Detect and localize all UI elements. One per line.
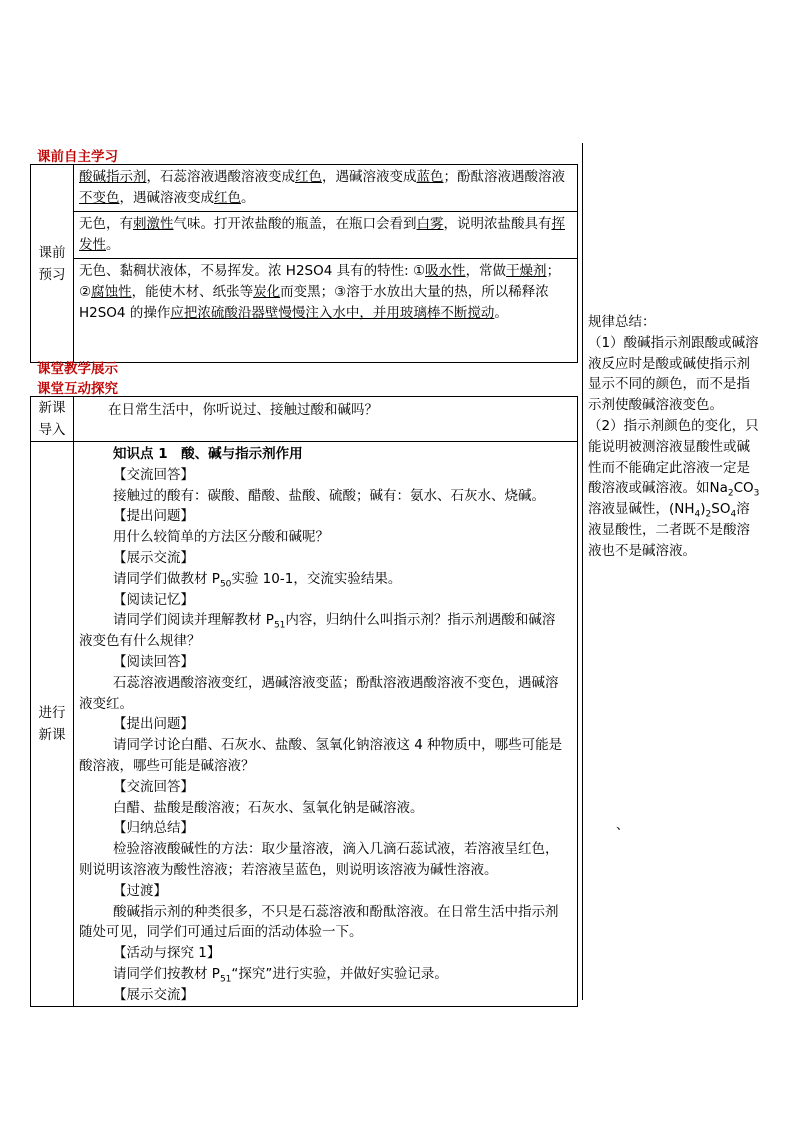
- subscript: 2: [705, 509, 712, 520]
- tag: 【展示交流】: [113, 986, 194, 1003]
- text: 溶液显碱性，(NH: [588, 501, 695, 518]
- answer-indicator: 酸碱指示剂: [79, 169, 147, 185]
- answer-absorbent: 吸水性: [425, 263, 466, 279]
- paragraph: 石蕊溶液遇酸溶液变红，遇碱溶液变蓝；酚酞溶液遇酸溶液不变色，遇碱溶: [113, 674, 559, 691]
- text: 无色、黏稠状液体，不易挥发。浓 H2SO4 具有的特性: ①: [79, 263, 426, 279]
- paragraph: 液变红。: [79, 695, 133, 712]
- paragraph: [79, 964, 572, 985]
- paragraph: 请同学讨论白醋、石灰水、盐酸、氢氧化钠溶液这 4 种物质中，哪些可能是: [113, 737, 563, 754]
- stray-mark: 、: [616, 818, 630, 833]
- pre-study-label: 课前预习: [38, 244, 66, 283]
- tag: 【活动与探究 1】: [113, 945, 221, 962]
- text: 气味。打开浓盐酸的瓶盖，在瓶口会看到: [173, 216, 417, 232]
- tag: 【阅读记忆】: [113, 591, 194, 608]
- margin-divider: [582, 143, 583, 1000]
- text: 而变黑；③溶于水放出大量的热，所以稀释浓: [280, 284, 549, 300]
- text: ，石蕊溶液遇酸溶液变成: [146, 169, 295, 185]
- class-heading-1: 课堂教学展示: [37, 361, 118, 377]
- subscript: 4: [694, 509, 701, 520]
- main-label: 进行新课: [38, 704, 66, 743]
- pre-study-row-1: [74, 165, 578, 212]
- pre-study-table: [30, 164, 578, 363]
- text: 内容，归纳什么叫指示剂？指示剂遇酸和碱溶: [285, 612, 556, 629]
- text: H2SO4 的操作: [79, 305, 171, 321]
- text: 溶液显酸性，二者既不是酸溶液也不是碱溶液。: [588, 501, 750, 559]
- subscript: 4: [730, 509, 737, 520]
- rule-summary-point-1: （1）酸碱指示剂跟酸或碱溶液反应时是酸或碱使指示剂显示不同的颜色，而不是指示剂使酸碱溶液变色。: [588, 334, 759, 414]
- subscript: 3: [753, 489, 760, 500]
- paragraph: 接触过的酸有：碳酸、醋酸、盐酸、硫酸；碱有：氨水、石灰水、烧碱。: [113, 487, 545, 504]
- tag: 【提出问题】: [113, 508, 194, 525]
- text: 。: [106, 237, 120, 253]
- intro-text: 在日常生活中，你听说过、接触过酸和碱吗？: [108, 402, 378, 418]
- intro-label-cell: [31, 397, 74, 442]
- subscript: 51: [219, 974, 232, 985]
- text: ，遇碱溶液变成: [322, 169, 417, 185]
- pre-study-label-cell: [31, 165, 74, 363]
- subscript: 2: [727, 489, 734, 500]
- text: SO: [711, 501, 731, 518]
- text: ，常做: [465, 263, 507, 279]
- intro-cell: [74, 397, 578, 442]
- paragraph: 用什么较简单的方法区分酸和碱呢？: [113, 529, 329, 546]
- paragraph: 液变色有什么规律？: [79, 633, 201, 650]
- main-label-cell: [31, 442, 74, 1007]
- text: 实验 10-1，交流实验结果。: [231, 570, 402, 587]
- paragraph: 酸碱指示剂的种类很多，不只是石蕊溶液和酚酞溶液。在日常生活中指示剂: [113, 903, 559, 920]
- text: 。: [241, 190, 255, 206]
- tag: 【交流回答】: [113, 778, 194, 795]
- answer-red: 红色: [295, 169, 322, 185]
- class-heading-2: 课堂互动探究: [37, 381, 118, 397]
- text: 请同学们阅读并理解教材 P: [113, 612, 274, 629]
- rule-summary-point-2: [588, 416, 760, 562]
- text: ；②: [79, 263, 561, 300]
- answer-volatile: 挥发性: [79, 216, 565, 253]
- answer-carbonize: 炭化: [253, 284, 281, 300]
- paragraph: 则说明该溶液为酸性溶液；若溶液呈蓝色，则说明该溶液为碱性溶液。: [79, 861, 498, 878]
- tag: 【归纳总结】: [113, 820, 194, 837]
- tag: 【交流回答】: [113, 466, 194, 483]
- rule-summary-title: 规律总结：: [588, 314, 656, 330]
- text: ，说明浓盐酸具有: [443, 216, 552, 232]
- subscript: 51: [273, 621, 286, 632]
- tag: 【提出问题】: [113, 716, 194, 733]
- paragraph: [79, 610, 572, 631]
- text: 液: [551, 169, 565, 185]
- paragraph: 白醋、盐酸是酸溶液；石灰水、氢氧化钠是碱溶液。: [113, 799, 424, 816]
- paragraph: [79, 569, 572, 590]
- paragraph: 酸溶液，哪些可能是碱溶液？: [79, 757, 255, 774]
- pre-study-heading: 课前自主学习: [37, 149, 118, 165]
- text: ，能使木材、纸张等: [131, 284, 254, 300]
- pre-study-row-3: [74, 259, 578, 363]
- text: （2）指示剂颜色的变化，只能说明被测溶液显酸性或碱性而不能确定此溶液一定是酸溶液或碱溶液。如Na: [588, 417, 759, 497]
- text: 请同学们做教材 P: [113, 570, 220, 587]
- knowledge-point-title: 知识点 1 酸、碱与指示剂作用: [113, 446, 303, 462]
- text: 。: [494, 305, 508, 321]
- answer-dilution: 应把浓硫酸沿器壁慢慢注入水中，并用玻璃棒不断搅动: [170, 305, 495, 321]
- text: “探究”进行实验，并做好实验记录。: [231, 965, 448, 982]
- answer-blue: 蓝色: [416, 169, 444, 185]
- text: ): [700, 501, 706, 518]
- pre-study-row-2: [74, 212, 578, 259]
- rule-summary: [588, 312, 760, 562]
- main-cell: [74, 442, 578, 1007]
- answer-no-change: 不变色: [79, 190, 120, 206]
- answer-white-mist: 白雾: [416, 216, 444, 232]
- text: 无色，有: [79, 216, 133, 232]
- answer-corrosive: 腐蚀性: [91, 284, 132, 300]
- paragraph: 随处可见，同学们可通过后面的活动体验一下。: [79, 924, 363, 941]
- intro-label: 新课导入: [38, 400, 66, 438]
- text: ；酚酞溶液遇酸溶: [443, 169, 552, 185]
- subscript: 50: [219, 579, 232, 590]
- tag: 【过渡】: [113, 882, 167, 899]
- text: CO: [733, 480, 754, 497]
- tag: 【展示交流】: [113, 549, 194, 566]
- text: 请同学们按教材 P: [113, 965, 220, 982]
- answer-pungent: 刺激性: [133, 216, 174, 232]
- paragraph: 检验溶液酸碱性的方法：取少量溶液，滴入几滴石蕊试液，若溶液呈红色，: [113, 841, 559, 858]
- answer-desiccant: 干燥剂: [506, 263, 547, 279]
- text: ，遇碱溶液变成: [119, 190, 214, 206]
- answer-red-2: 红色: [214, 190, 241, 206]
- tag: 【阅读回答】: [113, 653, 194, 670]
- class-table: [30, 396, 578, 1007]
